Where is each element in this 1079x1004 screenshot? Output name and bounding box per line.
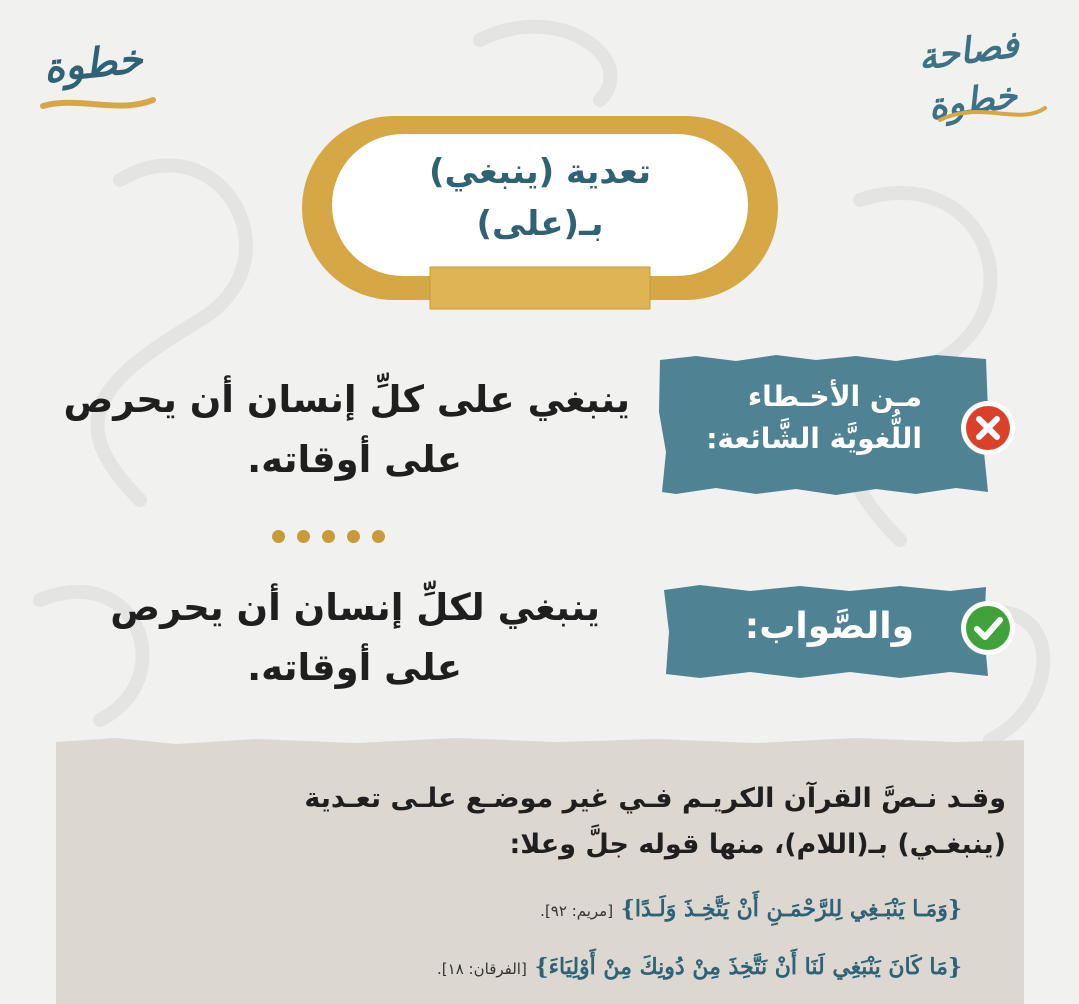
wrong-label-line1: مـن الأخـطاء — [747, 380, 922, 413]
verse-2-text: {مَا كَانَ يَنْبَغِي لَنَا أَنْ نَتَّخِذَ مِنْ دُونِكَ مِنْ أَوْلِيَاءَ} — [534, 954, 962, 980]
right-label — [660, 582, 990, 682]
verse-2-ref: [الفرقان: ١٨]. — [437, 960, 527, 978]
right-sentence-line2: على أوقاته. — [247, 646, 462, 689]
wrong-sentence — [30, 370, 630, 490]
verse-1-ref: [مريم: ٩٢]. — [540, 902, 614, 920]
right-sentence-line1: ينبغي لكلِّ إنسان أن يحرص — [110, 586, 600, 629]
brand-logo-right-line1: فصاحة — [915, 23, 1022, 79]
check-icon — [958, 598, 1018, 658]
dots-divider — [272, 528, 412, 544]
brand-logo-right-line2: خطوة — [925, 73, 1020, 129]
brand-logo-left — [28, 34, 158, 120]
x-icon — [958, 398, 1018, 458]
note-line2: (ينبغـي) بـ(اللام)، منها قوله جلَّ وعلا: — [509, 829, 1006, 860]
wrong-sentence-line2: على أوقاته. — [247, 438, 462, 481]
right-sentence — [30, 578, 600, 698]
brand-logo-right — [910, 23, 1060, 140]
verse-2 — [437, 954, 962, 980]
verse-1 — [540, 896, 962, 922]
wrong-label-line2: اللُّغويَّة الشَّائعة: — [706, 422, 922, 455]
title-badge — [298, 112, 782, 310]
note-line1: وقـد نـصَّ القرآن الكريـم فـي غير موضـع علـى تعـدية — [304, 783, 1006, 814]
quran-note-paper — [56, 736, 1024, 1004]
note-text — [206, 776, 1006, 868]
brand-logo-left-text: خطوة — [41, 34, 145, 93]
wrong-label — [656, 352, 990, 500]
verse-1-text: {وَمَـا يَنْبَـغِي لِلرَّحْمَـنِ أَنْ يَتَّخِـذَ وَلَـدًا} — [620, 896, 962, 922]
brush-stroke-icon — [38, 88, 158, 118]
title-line1: تعدية (ينبغي) — [428, 152, 651, 192]
page-title — [338, 146, 742, 250]
title-line2: بـ(على) — [476, 204, 604, 244]
wrong-sentence-line1: ينبغي على كلِّ إنسان أن يحرص — [63, 378, 630, 421]
brush-stroke-icon — [930, 90, 1050, 130]
right-label-text: والصَّواب: — [744, 606, 914, 647]
